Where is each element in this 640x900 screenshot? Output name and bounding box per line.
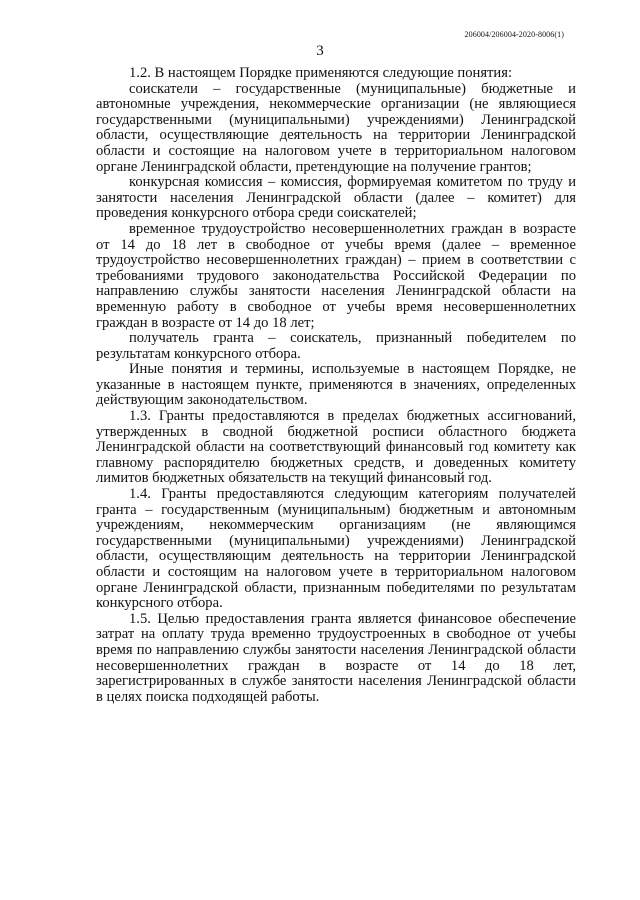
page-number: 3	[316, 43, 324, 59]
paragraph-1-4: 1.4. Гранты предоставляются следующим категориям получателей гранта – государственным (муниципальным) бюджетным и автономным учреждениям, некоммерческим организациям (не являющимся государственными (муниципальными) учреждениями) Ленинградской области, осуществляющим деятельность на территории Ленинградской области и состоящим на налоговом учете в территориальном налоговом органе Ленинградской области, признанным победителями по результатам конкурсного отбора.	[96, 486, 576, 612]
document-body	[96, 66, 576, 705]
paragraph-definition-applicants: соискатели – государственные (муниципальные) бюджетные и автономные учреждения, некоммерческие организации (не являющиеся государственными (муниципальными) учреждениями) Ленинградской области, осуществляющие деятельность на территории Ленинградской области и состоящие на налоговом учете в территориальном налоговом органе Ленинградской области, претендующие на получение грантов;	[96, 80, 576, 175]
document-code: 206004/206004-2020-8006(1)	[464, 30, 564, 39]
paragraph-definition-grant-recipient: получатель гранта – соискатель, признанный победителем по результатам конкурсного отбора.	[96, 330, 576, 362]
paragraph-definition-commission: конкурсная комиссия – комиссия, формируемая комитетом по труду и занятости населения Ленинградской области (далее – комитет) для проведения конкурсного отбора среди соискателей;	[96, 174, 576, 222]
paragraph-1-2-intro: 1.2. В настоящем Порядке применяются следующие понятия:	[129, 65, 513, 81]
paragraph-1-3: 1.3. Гранты предоставляются в пределах бюджетных ассигнований, утвержденных в сводной бюджетной росписи областного бюджета Ленинградской области на соответствующий финансовый год комитету как главному распорядителю бюджетных средств, и доведенных комитету лимитов бюджетных обязательств на текущий финансовый год.	[96, 408, 576, 487]
paragraph-1-5: 1.5. Целью предоставления гранта является финансовое обеспечение затрат на оплату труда временно трудоустроенных в свободное от учебы время по направлению службы занятости населения Ленинградской области несовершеннолетних граждан в возрасте от 14 до 18 лет, зарегистрированных в службе занятости населения Ленинградской области в целях поиска подходящей работы.	[96, 610, 576, 705]
paragraph-definition-temporary-employment: временное трудоустройство несовершеннолетних граждан в возрасте от 14 до 18 лет в свободное от учебы время (далее – временное трудоустройство несовершеннолетних граждан) – прием в соответствии с требованиями трудового законодательства Российской Федерации по направлению службы занятости населения Ленинградской области на временную работу в свободное от учебы время несовершеннолетних граждан в возрасте от 14 до 18 лет;	[96, 220, 576, 331]
paragraph-other-terms: Иные понятия и термины, используемые в настоящем Порядке, не указанные в настоящем пункте, применяются в значениях, определенных действующим законодательством.	[96, 361, 576, 409]
